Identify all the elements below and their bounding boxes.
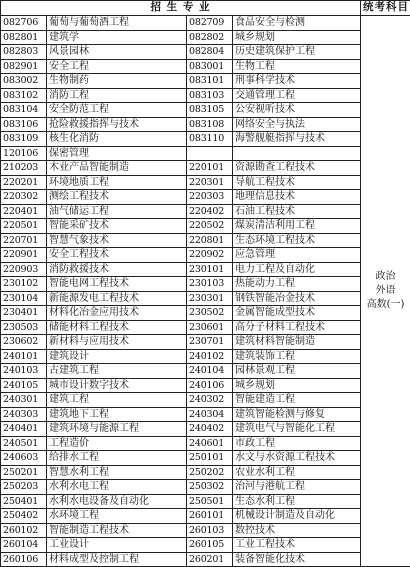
major-code: 083001 — [187, 59, 233, 74]
major-code: 250302 — [187, 480, 233, 495]
major-code: 220502 — [187, 219, 233, 234]
major-name: 新能源发电工程技术 — [47, 291, 187, 306]
major-name: 热能动力工程 — [233, 277, 361, 292]
major-code: 082803 — [1, 45, 47, 60]
major-code: 220201 — [1, 175, 47, 190]
table-row — [1, 451, 410, 466]
major-name: 导航工程技术 — [233, 175, 361, 190]
major-code: 260103 — [187, 523, 233, 538]
table-row — [1, 175, 410, 190]
table-row — [1, 335, 410, 350]
major-code: 220303 — [187, 190, 233, 205]
major-name: 葡萄与葡萄酒工程 — [47, 16, 187, 31]
major-code: 082802 — [187, 30, 233, 45]
table-row — [1, 509, 410, 524]
major-code: 250401 — [1, 494, 47, 509]
major-code: 230401 — [1, 306, 47, 321]
major-code: 240105 — [1, 378, 47, 393]
major-code: 220301 — [187, 175, 233, 190]
major-name: 治河与港航工程 — [233, 480, 361, 495]
table-row — [1, 30, 410, 45]
major-name: 建筑材料智能制造 — [233, 335, 361, 350]
major-name: 钢铁智能冶金技术 — [233, 291, 361, 306]
major-name: 高分子材料工程技术 — [233, 320, 361, 335]
major-code: 240301 — [1, 393, 47, 408]
major-code: 082901 — [1, 59, 47, 74]
major-name: 建筑智能检测与修复 — [233, 407, 361, 422]
major-code: 082706 — [1, 16, 47, 31]
major-code: 083102 — [1, 88, 47, 103]
major-name: 煤炭清洁利用工程 — [233, 219, 361, 234]
major-name: 智慧气象技术 — [47, 233, 187, 248]
major-name: 生物制药 — [47, 74, 187, 89]
table-row — [1, 161, 410, 176]
major-code: 260105 — [187, 538, 233, 553]
major-name: 材料成型及控制工程 — [47, 552, 187, 567]
major-name: 水利水电工程 — [47, 480, 187, 495]
major-name: 生态环境工程技术 — [233, 233, 361, 248]
major-name: 农业水利工程 — [233, 465, 361, 480]
table-row — [1, 45, 410, 60]
major-name: 建筑设计 — [47, 349, 187, 364]
major-code: 082801 — [1, 30, 47, 45]
major-code: 250101 — [187, 451, 233, 466]
table-body — [1, 16, 410, 567]
table-row — [1, 465, 410, 480]
major-code: 240603 — [1, 451, 47, 466]
table-row — [1, 422, 410, 437]
table-row — [1, 219, 410, 234]
major-name: 给排水工程 — [47, 451, 187, 466]
major-name: 城市设计数字技术 — [47, 378, 187, 393]
major-name: 工程造价 — [47, 436, 187, 451]
table-row — [1, 103, 410, 118]
major-code: 230601 — [187, 320, 233, 335]
major-name: 建筑学 — [47, 30, 187, 45]
table-row — [1, 248, 410, 263]
table-row — [1, 190, 410, 205]
major-name: 生态水利工程 — [233, 494, 361, 509]
major-name: 油气储运工程 — [47, 204, 187, 219]
major-code: 210203 — [1, 161, 47, 176]
major-name: 智能电网工程技术 — [47, 277, 187, 292]
major-name: 水文与水资源工程技术 — [233, 451, 361, 466]
table-row — [1, 494, 410, 509]
major-code: 260102 — [1, 523, 47, 538]
major-code: 220401 — [1, 204, 47, 219]
major-code: 083101 — [187, 74, 233, 89]
major-code: 260201 — [187, 552, 233, 567]
major-name: 储能材料工程技术 — [47, 320, 187, 335]
major-code: 240401 — [1, 422, 47, 437]
table-row — [1, 393, 410, 408]
major-code: 120106 — [1, 146, 47, 161]
major-name: 建筑环境与能源工程 — [47, 422, 187, 437]
major-name: 材料化冶金应用技术 — [47, 306, 187, 321]
major-code: 230102 — [1, 277, 47, 292]
major-name: 机械设计制造及自动化 — [233, 509, 361, 524]
table-row — [1, 480, 410, 495]
major-code: 240101 — [1, 349, 47, 364]
major-code: 250402 — [1, 509, 47, 524]
major-code: 083002 — [1, 74, 47, 89]
major-code: 230104 — [1, 291, 47, 306]
table-row — [1, 407, 410, 422]
major-name — [233, 146, 361, 161]
major-code: 230103 — [187, 277, 233, 292]
table-row — [1, 277, 410, 292]
major-name: 安全工程技术 — [47, 248, 187, 263]
major-code: 230301 — [187, 291, 233, 306]
major-code: 240104 — [187, 364, 233, 379]
major-code: 240102 — [187, 349, 233, 364]
major-name: 金属智能成型技术 — [233, 306, 361, 321]
major-code: 240103 — [1, 364, 47, 379]
major-code: 250501 — [187, 494, 233, 509]
major-code: 083106 — [1, 117, 47, 132]
major-code: 083103 — [187, 88, 233, 103]
major-name: 智能建造工程 — [233, 393, 361, 408]
major-code: 083104 — [1, 103, 47, 118]
major-code: 220801 — [187, 233, 233, 248]
major-name: 历史建筑保护工程 — [233, 45, 361, 60]
major-name: 石油工程技术 — [233, 204, 361, 219]
major-code: 260106 — [1, 552, 47, 567]
major-code: 220302 — [1, 190, 47, 205]
major-code: 240302 — [187, 393, 233, 408]
major-name: 电力工程及自动化 — [233, 262, 361, 277]
major-name: 抢险救援指挥与技术 — [47, 117, 187, 132]
major-name: 水环境工程 — [47, 509, 187, 524]
major-name: 海警舰艇指挥与技术 — [233, 132, 361, 147]
major-name: 智能制造工程技术 — [47, 523, 187, 538]
major-name: 网络安全与执法 — [233, 117, 361, 132]
major-code: 260101 — [187, 509, 233, 524]
major-name: 食品安全与检测 — [233, 16, 361, 31]
major-name: 保密管理 — [47, 146, 187, 161]
major-name: 测绘工程技术 — [47, 190, 187, 205]
major-name: 核生化消防 — [47, 132, 187, 147]
table-row — [1, 378, 410, 393]
major-name: 建筑电气与智能化工程 — [233, 422, 361, 437]
table-row — [1, 88, 410, 103]
table-row — [1, 204, 410, 219]
major-code: 230701 — [187, 335, 233, 350]
major-code: 240601 — [187, 436, 233, 451]
table-row — [1, 59, 410, 74]
table-row — [1, 74, 410, 89]
major-name: 园林景观工程 — [233, 364, 361, 379]
major-name: 建筑装饰工程 — [233, 349, 361, 364]
major-code: 250202 — [187, 465, 233, 480]
major-name: 数控技术 — [233, 523, 361, 538]
major-code: 240304 — [187, 407, 233, 422]
major-code: 230101 — [187, 262, 233, 277]
major-name: 资源勘查工程技术 — [233, 161, 361, 176]
major-name: 风景园林 — [47, 45, 187, 60]
major-code: 260104 — [1, 538, 47, 553]
major-code: 083105 — [187, 103, 233, 118]
major-name: 公安视听技术 — [233, 103, 361, 118]
major-name: 安全工程 — [47, 59, 187, 74]
major-code: 240501 — [1, 436, 47, 451]
table-row — [1, 233, 410, 248]
major-name: 地理信息技术 — [233, 190, 361, 205]
table-row — [1, 552, 410, 567]
major-code: 082709 — [187, 16, 233, 31]
major-name: 市政工程 — [233, 436, 361, 451]
major-name: 建筑地下工程 — [47, 407, 187, 422]
major-code: 220501 — [1, 219, 47, 234]
major-code: 082804 — [187, 45, 233, 60]
table-header-row — [1, 1, 410, 16]
major-code: 083109 — [1, 132, 47, 147]
major-name: 水利水电设备及自动化 — [47, 494, 187, 509]
table-row — [1, 306, 410, 321]
table-row — [1, 262, 410, 277]
major-code: 240402 — [187, 422, 233, 437]
major-code: 220701 — [1, 233, 47, 248]
major-name: 刑事科学技术 — [233, 74, 361, 89]
major-code: 083108 — [187, 117, 233, 132]
major-code: 240106 — [187, 378, 233, 393]
major-name: 新材料与应用技术 — [47, 335, 187, 350]
major-name: 安全防范工程 — [47, 103, 187, 118]
major-name: 古建筑工程 — [47, 364, 187, 379]
table-row — [1, 349, 410, 364]
table-row — [1, 132, 410, 147]
table-row — [1, 523, 410, 538]
table-row — [1, 320, 410, 335]
major-name: 环境地质工程 — [47, 175, 187, 190]
major-code: 230602 — [1, 335, 47, 350]
major-code: 220903 — [1, 262, 47, 277]
major-code: 220902 — [187, 248, 233, 263]
table-row — [1, 364, 410, 379]
major-name: 消防工程 — [47, 88, 187, 103]
major-name: 城乡规划 — [233, 30, 361, 45]
major-code: 083110 — [187, 132, 233, 147]
major-name: 智能采矿技术 — [47, 219, 187, 234]
major-name: 智慧水利工程 — [47, 465, 187, 480]
major-code — [187, 146, 233, 161]
major-name: 工业设计 — [47, 538, 187, 553]
table-row — [1, 146, 410, 161]
exam-subjects: 政治 外语 高数(一) — [361, 16, 410, 567]
table-row — [1, 291, 410, 306]
table-row — [1, 117, 410, 132]
major-code: 220402 — [187, 204, 233, 219]
major-name: 木业产品智能制造 — [47, 161, 187, 176]
major-name: 交通管理工程 — [233, 88, 361, 103]
major-name: 城乡规划 — [233, 378, 361, 393]
table-row — [1, 538, 410, 553]
major-name: 生物工程 — [233, 59, 361, 74]
table-row — [1, 436, 410, 451]
major-name: 工业工程技术 — [233, 538, 361, 553]
major-code: 250203 — [1, 480, 47, 495]
major-code: 220901 — [1, 248, 47, 263]
table-row — [1, 16, 410, 31]
major-code: 240303 — [1, 407, 47, 422]
major-name: 应急管理 — [233, 248, 361, 263]
major-code: 230502 — [187, 306, 233, 321]
major-name: 装备智能化技术 — [233, 552, 361, 567]
major-name: 消防救援技术 — [47, 262, 187, 277]
major-column-header: 招 生 专 业 — [1, 1, 361, 16]
major-code: 220101 — [187, 161, 233, 176]
major-code: 230503 — [1, 320, 47, 335]
major-code: 250201 — [1, 465, 47, 480]
major-name: 建筑工程 — [47, 393, 187, 408]
subject-column-header: 统考科目 — [361, 1, 410, 16]
